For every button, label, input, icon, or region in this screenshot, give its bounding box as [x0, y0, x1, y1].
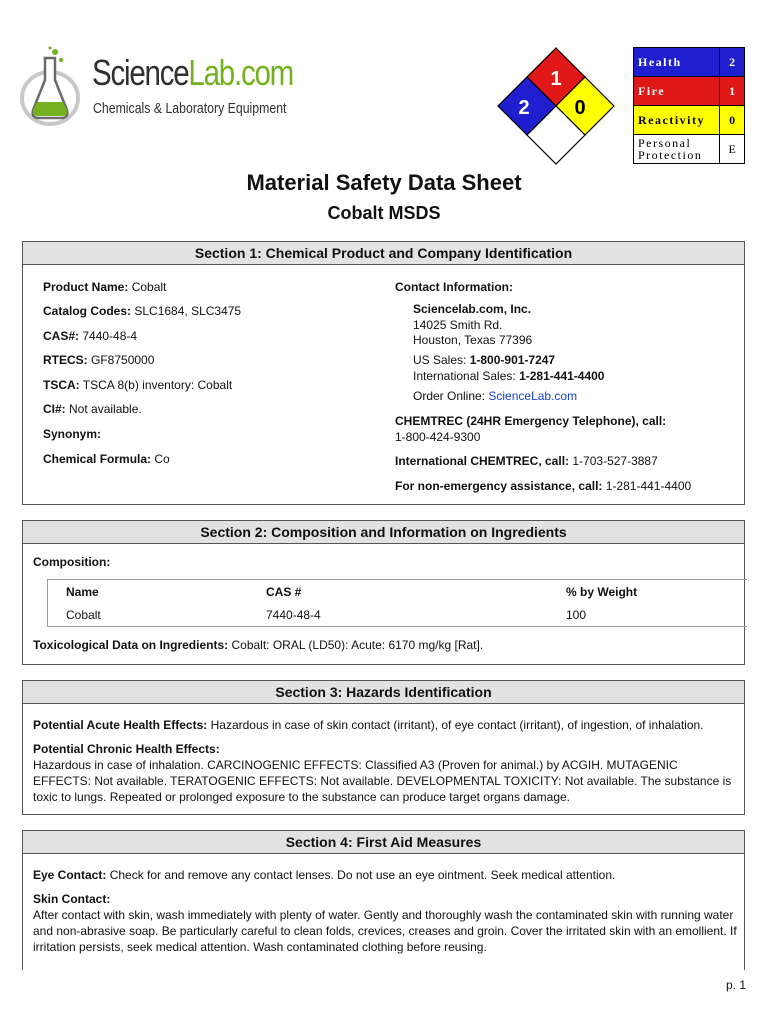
logo-title: ScienceLab.com — [92, 52, 294, 93]
section-3-header: Section 3: Hazards Identification — [23, 681, 744, 704]
chronic-health-effects-label: Potential Chronic Health Effects: — [33, 742, 220, 756]
sciencelab-logo — [20, 46, 305, 130]
table-cell-weight: 100 — [566, 607, 587, 622]
international-sales: International Sales: 1-281-441-4400 — [413, 369, 605, 383]
section-4 — [22, 830, 745, 970]
ci-number: CI#: Not available. — [43, 402, 142, 416]
section-2-header: Section 2: Composition and Information on Ingredients — [23, 521, 744, 544]
table-header-weight: % by Weight — [566, 584, 638, 599]
hazard-rating-table — [633, 47, 745, 164]
health-label: Health — [634, 48, 720, 77]
address-line-2: Houston, Texas 77396 — [413, 333, 533, 347]
chronic-health-effects-text: Hazardous in case of inhalation. CARCINOGENIC EFFECTS: Classified A3 (Proven for animal.) by ACGIH. MUTAGENIC EFFECTS: Not available. TERATOGENIC EFFECTS: Not available. DEVELOPMENTAL TOXICITY: Not available. The substance is toxic to lungs. Repeated or prolonged exposure to the substance can produce target organs damage. — [33, 758, 732, 804]
company-name: Sciencelab.com, Inc. — [413, 302, 532, 316]
rtecs: RTECS: GF8750000 — [43, 353, 155, 367]
table-header-cas: CAS # — [266, 584, 302, 599]
acute-health-effects: Potential Acute Health Effects: Hazardous in case of skin contact (irritant), of eye contact (irritant), of ingestion, of inhalation. — [33, 718, 704, 732]
section-2 — [22, 520, 745, 665]
section-3 — [22, 680, 745, 815]
skin-contact-label: Skin Contact: — [33, 892, 111, 906]
non-emergency-assistance: For non-emergency assistance, call: 1-281-441-4400 — [395, 479, 692, 493]
section-1-header: Section 1: Chemical Product and Company Identification — [23, 242, 744, 265]
table-header-row — [48, 580, 748, 604]
section-4-header: Section 4: First Aid Measures — [23, 831, 744, 854]
contact-info-label: Contact Information: — [395, 280, 513, 294]
address-line-1: 14025 Smith Rd. — [413, 318, 503, 332]
international-chemtrec: International CHEMTREC, call: 1-703-527-3887 — [395, 454, 658, 468]
synonym: Synonym: — [43, 427, 102, 441]
document-subtitle: Cobalt MSDS — [327, 203, 441, 223]
health-value: 2 — [720, 48, 745, 77]
tsca: TSCA: TSCA 8(b) inventory: Cobalt — [43, 378, 233, 392]
logo-subtitle: Chemicals & Laboratory Equipment — [93, 100, 287, 117]
cas-number: CAS#: 7440-48-4 — [43, 329, 138, 343]
chemtrec-label: CHEMTREC (24HR Emergency Telephone), call: — [395, 414, 667, 428]
us-sales: US Sales: 1-800-901-7247 — [413, 353, 556, 367]
product-name: Product Name: Cobalt — [43, 280, 167, 294]
personal-protection-value: E — [720, 135, 745, 164]
composition-table — [47, 579, 747, 627]
eye-contact: Eye Contact: Check for and remove any contact lenses. Do not use an eye ointment. Seek medical attention. — [33, 868, 616, 882]
order-online: Order Online: ScienceLab.com — [413, 389, 578, 403]
skin-contact-text: After contact with skin, wash immediately with plenty of water. Gently and thoroughly wash the contaminated skin with running water and non-abrasive soap. Be particularly careful to clean folds, crevices, creases and groin. Cover the irritated skin with an emollient. If irritation persists, seek medical attention. Wash contaminated clothing before reusing. — [33, 908, 737, 954]
section-1 — [22, 241, 745, 505]
document-title: Material Safety Data Sheet — [246, 170, 522, 195]
catalog-codes: Catalog Codes: SLC1684, SLC3475 — [43, 304, 242, 318]
table-cell-name: Cobalt — [66, 607, 101, 622]
reactivity-label: Reactivity — [634, 106, 720, 135]
table-header-name: Name — [66, 584, 99, 599]
flask-icon — [20, 46, 90, 130]
nfpa-fire-value: 1 — [550, 68, 562, 90]
chemical-formula: Chemical Formula: Co — [43, 452, 170, 466]
toxicological-data: Toxicological Data on Ingredients: Cobalt: ORAL (LD50): Acute: 6170 mg/kg [Rat]. — [33, 638, 484, 652]
nfpa-health-value: 2 — [518, 97, 530, 119]
page-number: p. 1 — [725, 978, 746, 992]
nfpa-diamond — [497, 47, 615, 165]
table-row — [48, 603, 748, 627]
nfpa-reactivity-value: 0 — [574, 97, 586, 119]
fire-value: 1 — [720, 77, 745, 106]
composition-label: Composition: — [33, 555, 111, 569]
fire-label: Fire — [634, 77, 720, 106]
reactivity-value: 0 — [720, 106, 745, 135]
chemtrec-number: 1-800-424-9300 — [395, 430, 481, 444]
table-cell-cas: 7440-48-4 — [266, 607, 321, 622]
order-online-link[interactable]: ScienceLab.com — [488, 389, 578, 403]
personal-protection-label: Personal Protection — [634, 135, 720, 164]
